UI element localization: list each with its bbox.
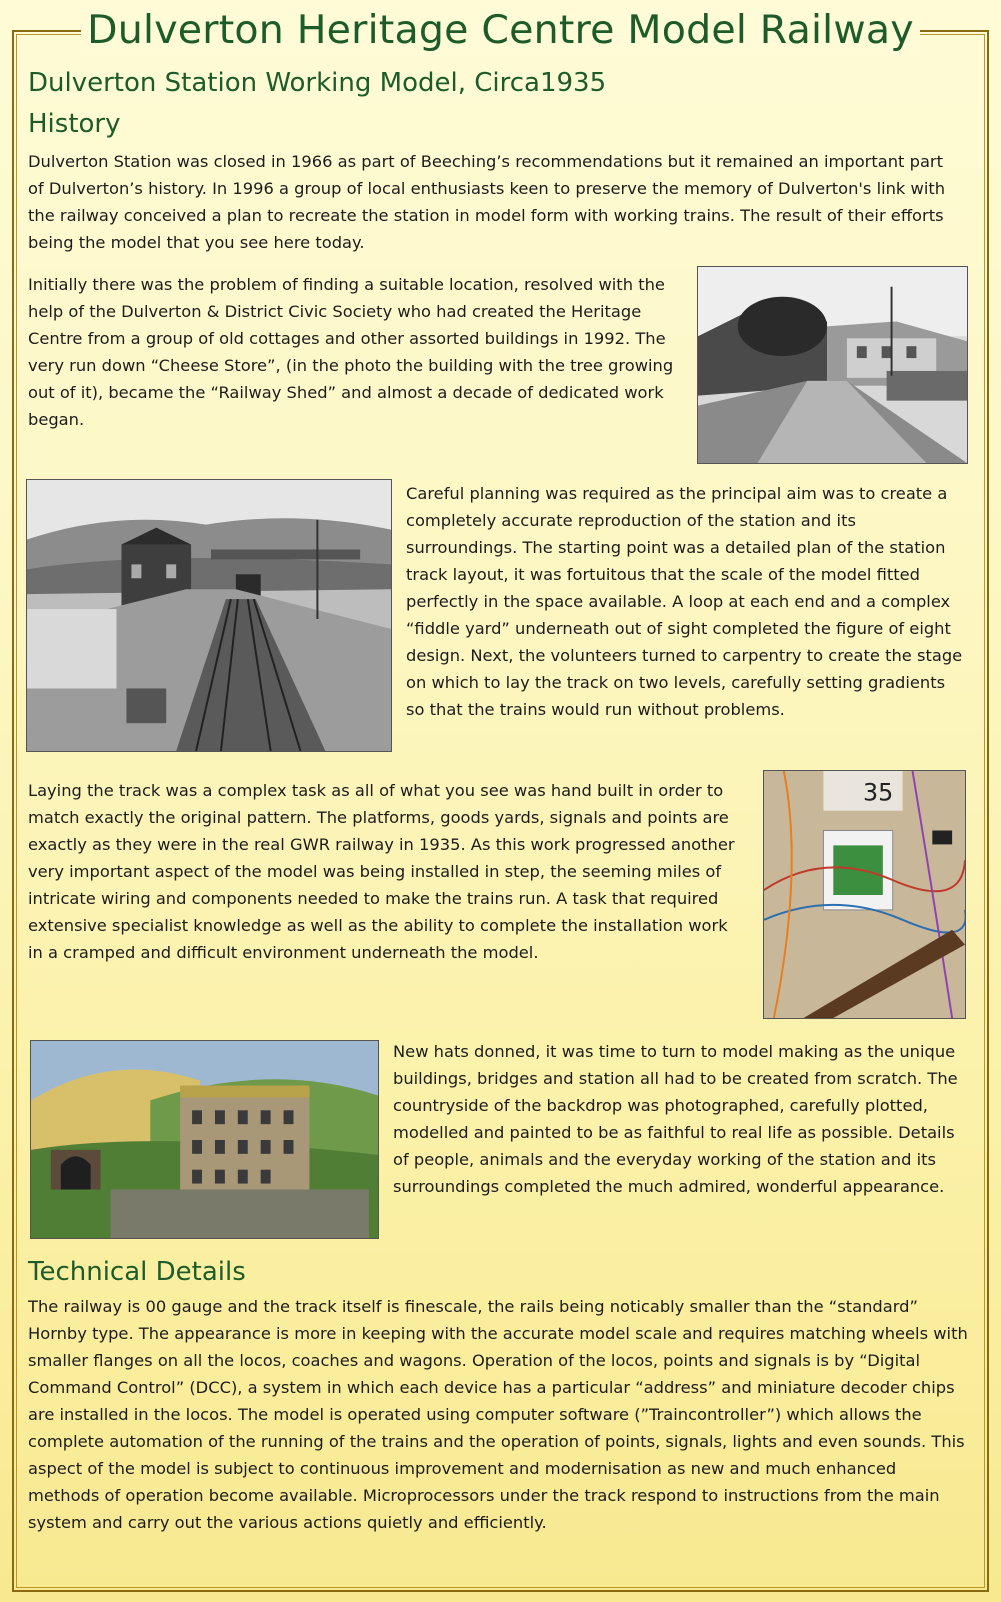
subtitle: Dulverton Station Working Model, Circa1935 [28, 68, 607, 98]
photo-historic-station [26, 479, 392, 752]
paragraph-track: Laying the track was a complex task as all of what you see was hand built in order to match exactly the original pattern. The platforms, goods yards, signals and points are exactly as they were in the real GWR railway in 1935. As this work progressed another very important aspect of the model was being installed in step, the seeming miles of intricate wiring and components needed to make the trains run. A task that required extensive specialist knowledge as well as the ability to complete the installation work in a cramped and difficult environment underneath the model. [28, 781, 735, 962]
title-bar [0, 4, 1001, 56]
paragraph-model-making: New hats donned, it was time to turn to model making as the unique buildings, bridges and station all had to be created from scratch. The countryside of the backdrop was photographed, carefully plotted, modelled and painted to be as faithful to real life as possible. Details of people, animals and the everyday working of the station and its surroundings completed the much admired, wonderful appearance. [393, 1042, 958, 1196]
photo-wiring [763, 770, 966, 1019]
paragraph-technical: The railway is 00 gauge and the track itself is finescale, the rails being noticably smaller than the “standard” Hornby type. The appearance is more in keeping with the accurate model scale and requires matching wheels with smaller flanges on all the locos, coaches and wagons. Operation of the locos, points and signals is by “Digital Command Control” (DCC), a system in which each device has a particular “address” and miniature decoder chips are installed in the locos. The model is operated using computer software (”Traincontroller”) which allows the complete automation of the running of the trains and the operation of points, signals, lights and even sounds. This aspect of the model is subject to continuous improvement and modernisation as new and much enhanced methods of operation become available. Microprocessors under the track respond to instructions from the main system and carry out the various actions quietly and efficiently. [28, 1297, 968, 1532]
technical-heading: Technical Details [28, 1257, 246, 1287]
photo-model-buildings [30, 1040, 379, 1239]
paragraph-intro: Dulverton Station was closed in 1966 as part of Beeching’s recommendations but it remained an important part of Dulverton’s history. In 1996 a group of local enthusiasts keen to preserve the memory of Dulverton's link with the railway conceived a plan to recreate the station in model form with working trains. The result of their efforts being the model that you see here today. [28, 152, 946, 252]
wiring-label-text: 35 [863, 778, 894, 807]
history-heading: History [28, 109, 121, 139]
photo-cheese-store [697, 266, 968, 464]
paragraph-location: Initially there was the problem of finding a suitable location, resolved with the help of the Dulverton & District Civic Society who had created the Heritage Centre from a group of old cottages and other assorted buildings in 1992. The very run down “Cheese Store”, (in the photo the building with the tree growing out of it), became the “Railway Shed” and almost a decade of dedicated work began. [28, 275, 674, 429]
paragraph-planning: Careful planning was required as the principal aim was to create a completely accurate reproduction of the station and its surroundings. The starting point was a detailed plan of the station track layout, it was fortuitous that the scale of the model fitted perfectly in the space available. A loop at each end and a complex “fiddle yard” underneath out of sight completed the figure of eight design. Next, the volunteers turned to carpentry to create the stage on which to lay the track on two levels, carefully setting gradients so that the trains would run without problems. [406, 484, 963, 719]
page-title: Dulverton Heritage Centre Model Railway [81, 4, 920, 56]
